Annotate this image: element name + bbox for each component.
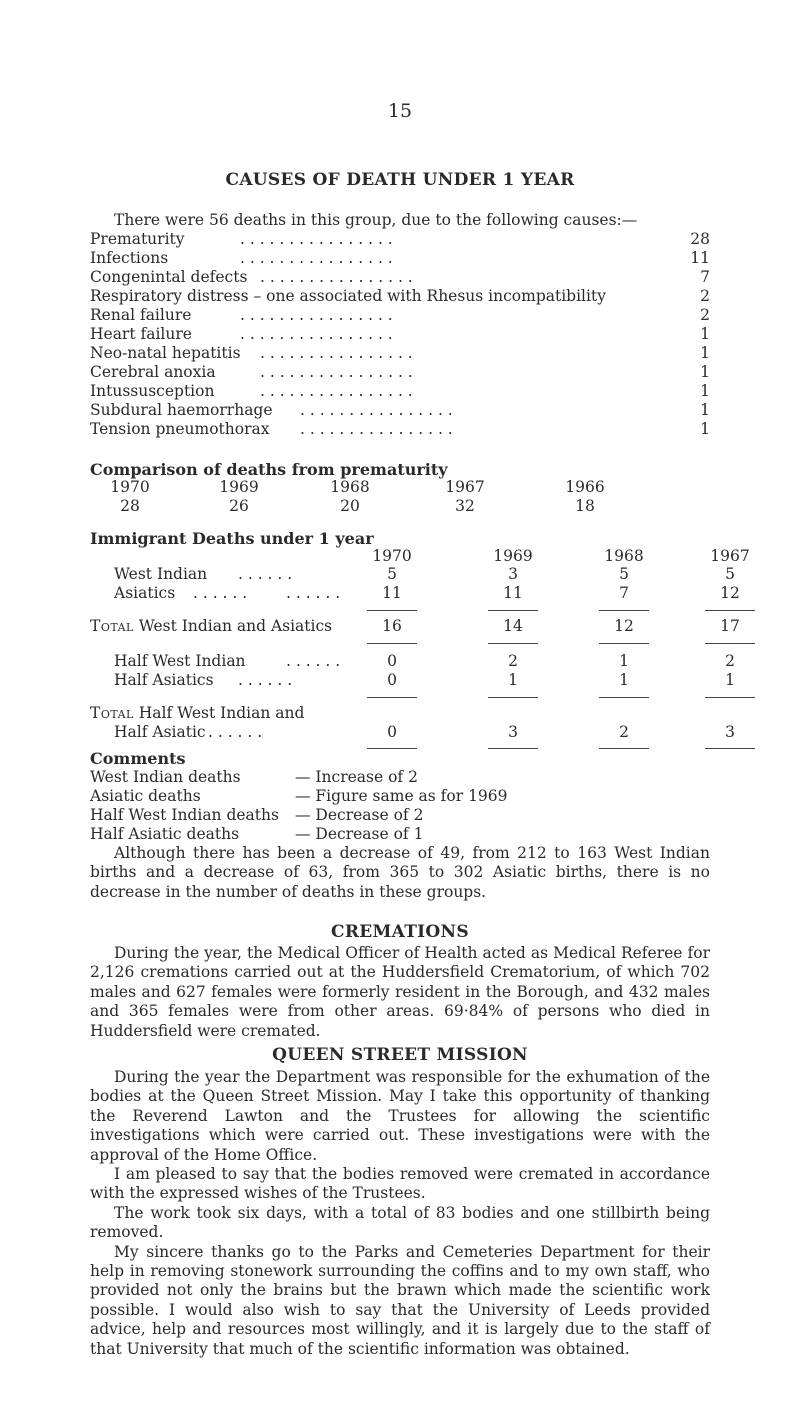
cause-label: Infections [90,249,169,267]
paragraph: My sincere thanks go to the Parks and Cemeteries Department for their help in removing stonework surrounding the coffins and to my own staff, who provided not only the brains but the brawn which made the scientific work possible. I would also wish to say that the University of Leeds provided advice, help and resources most willingly, and it is largely due to the staff of that University that much of the scientific information was obtained. [90,1242,710,1358]
sum-rule [705,610,755,611]
cause-label: Respiratory distress – one associated with Rhesus incompatibility [90,287,606,305]
total-row-label [90,617,332,636]
cause-label: Neo-natal hepatitis [90,344,241,362]
cell: 17 [720,617,740,635]
leader-dots: . . . . . . [193,584,248,602]
value-1970: 28 [120,497,140,515]
cause-row-heart [90,325,710,344]
cause-label: Tension pneumothorax [90,420,270,438]
cause-count: 7 [700,268,710,286]
cell: 3 [725,723,735,741]
cause-count: 1 [700,325,710,343]
cause-row-congenital [90,268,710,287]
cremations-heading: CREMATIONS [331,922,469,942]
cremations-paragraph [90,944,710,1041]
sum-rule [599,697,649,698]
cell: 7 [619,584,629,602]
immigrant-heading: Immigrant Deaths under 1 year [90,529,374,548]
leader-dots: . . . . . . [238,671,293,689]
leader-dots: . . . . . . . . . . . . . . . . [260,382,413,400]
cause-row-intussusception [90,382,710,401]
paragraph: Although there has been a decrease of 49, from 212 to 163 West Indian births and a decrease of 63, from 365 to 302 Asiatic births, there is no decrease in the number of deaths in these groups. [90,844,710,901]
cause-row-anoxia [90,363,710,382]
sum-rule [488,643,538,644]
sum-rule [599,610,649,611]
cell: 1 [725,671,735,689]
value-1966: 18 [575,497,595,515]
sum-rule [705,697,755,698]
cell: 0 [387,671,397,689]
cause-label: Heart failure [90,325,192,343]
page-number: 15 [387,100,413,122]
cell: 2 [508,652,518,670]
cell: 2 [619,723,629,741]
cell: 5 [387,565,397,583]
cause-row-respiratory [90,287,710,306]
col-year-1970: 1970 [372,547,412,565]
leader-dots: . . . . . . . . . . . . . . . . [260,363,413,381]
comment-label: Asiatic deaths [90,787,201,805]
cause-count: 2 [700,287,710,305]
comment-text: — Figure same as for 1969 [295,787,508,805]
cause-count: 28 [690,230,710,248]
sum-rule [367,697,417,698]
year-1967: 1967 [445,478,485,496]
cell: 5 [725,565,735,583]
comment-label: West Indian deaths [90,768,241,786]
year-1969: 1969 [219,478,259,496]
value-1969: 26 [229,497,249,515]
comment-label: Half Asiatic deaths [90,825,240,843]
leader-dots: . . . . . . . . . . . . . . . . [300,401,453,419]
cell: 11 [382,584,402,602]
total-label-rest: Half West Indian and [138,704,305,722]
prematurity-comparison-heading: Comparison of deaths from prematurity [90,460,448,479]
cause-label: Cerebral anoxia [90,363,216,381]
cell: 1 [619,652,629,670]
comment-text: — Decrease of 1 [295,825,424,843]
comments-paragraph [90,844,710,902]
comment-label: Half West Indian deaths [90,806,279,824]
comment-text: — Increase of 2 [295,768,418,786]
cause-label: Renal failure [90,306,192,324]
leader-dots: . . . . . . [238,565,293,583]
cell: 5 [619,565,629,583]
cell: 12 [614,617,634,635]
cause-label: Intussusception [90,382,215,400]
cell: 16 [382,617,402,635]
paragraph: During the year, the Medical Officer of Health acted as Medical Referee for 2,126 cremations carried out at the Huddersfield Crematorium, of which 702 males and 627 females were formerly resident in the Borough, and 432 males and 365 females were from other areas. 69·84% of persons who died in Huddersfield were cremated. [90,944,710,1040]
total-word: Total [90,704,134,722]
cause-row-renal [90,306,710,325]
comments-heading: Comments [90,749,186,768]
col-year-1969: 1969 [493,547,533,565]
comment-text: — Decrease of 2 [295,806,424,824]
row-label-asiatics: Asiatics [114,584,176,602]
sum-rule [599,748,649,749]
row-label-half-west-indian: Half West Indian [114,652,246,670]
col-year-1967: 1967 [710,547,750,565]
leader-dots: . . . . . . [286,652,341,670]
leader-dots: . . . . . . . . . . . . . . . . [260,268,413,286]
sum-rule [488,697,538,698]
sum-rule [367,643,417,644]
total-word: Total [90,617,134,635]
sum-rule [488,748,538,749]
leader-dots: . . . . . . . . . . . . . . . . [300,420,453,438]
row-label-west-indian: West Indian [114,565,208,583]
leader-dots: . . . . . . [286,584,341,602]
cell: 1 [619,671,629,689]
causes-intro: There were 56 deaths in this group, due to the following causes:— [114,211,638,229]
cause-label: Prematurity [90,230,185,248]
cell: 0 [387,723,397,741]
cell: 3 [508,565,518,583]
cell: 12 [720,584,740,602]
cause-count: 11 [690,249,710,267]
causes-heading: CAUSES OF DEATH UNDER 1 YEAR [225,170,575,190]
cell: 2 [725,652,735,670]
leader-dots: . . . . . . . . . . . . . . . . [240,249,393,267]
cause-label: Congenintal defects [90,268,248,286]
cause-label: Subdural haemorrhage [90,401,273,419]
sum-rule [367,610,417,611]
cause-count: 1 [700,363,710,381]
total-label-rest: West Indian and Asiatics [138,617,333,635]
cell: 3 [508,723,518,741]
cell: 11 [503,584,523,602]
cause-count: 1 [700,401,710,419]
value-1967: 32 [455,497,475,515]
year-1968: 1968 [330,478,370,496]
paragraph: During the year the Department was responsible for the exhumation of the bodies at the Queen Street Mission. May I take this opportunity of thanking the Reverend Lawton and the Trustees for allowing the scientific investigations which were carried out. These investigations were with the approval of the Home Office. [90,1068,710,1164]
sum-rule [599,643,649,644]
sum-rule [705,748,755,749]
cause-row-subdural [90,401,710,420]
year-1966: 1966 [565,478,605,496]
cause-row-hepatitis [90,344,710,363]
cause-row-pneumothorax [90,420,710,439]
value-1968: 20 [340,497,360,515]
cause-count: 1 [700,420,710,438]
cause-count: 2 [700,306,710,324]
sum-rule [367,748,417,749]
total-label-line2: Half Asiatic [114,723,206,741]
paragraph: I am pleased to say that the bodies removed were cremated in accordance with the expressed wishes of the Trustees. [90,1165,710,1203]
sum-rule [705,643,755,644]
cell: 1 [508,671,518,689]
cause-row-infections [90,249,710,268]
sum-rule [488,610,538,611]
cause-count: 1 [700,382,710,400]
row-label-half-asiatics: Half Asiatics [114,671,214,689]
leader-dots: . . . . . . . . . . . . . . . . [240,325,393,343]
cell: 0 [387,652,397,670]
queen-street-heading: QUEEN STREET MISSION [272,1045,528,1065]
cause-row-prematurity [90,230,710,249]
paragraph: The work took six days, with a total of 83 bodies and one stillbirth being removed. [90,1203,710,1242]
leader-dots: . . . . . . . . . . . . . . . . [240,230,393,248]
col-year-1968: 1968 [604,547,644,565]
year-1970: 1970 [110,478,150,496]
queen-street-body [90,1068,710,1359]
leader-dots: . . . . . . . . . . . . . . . . [240,306,393,324]
cause-count: 1 [700,344,710,362]
total-row-label [90,704,304,723]
leader-dots: . . . . . . . . . . . . . . . . [260,344,413,362]
leader-dots: . . . . . . [208,723,263,741]
cell: 14 [503,617,523,635]
